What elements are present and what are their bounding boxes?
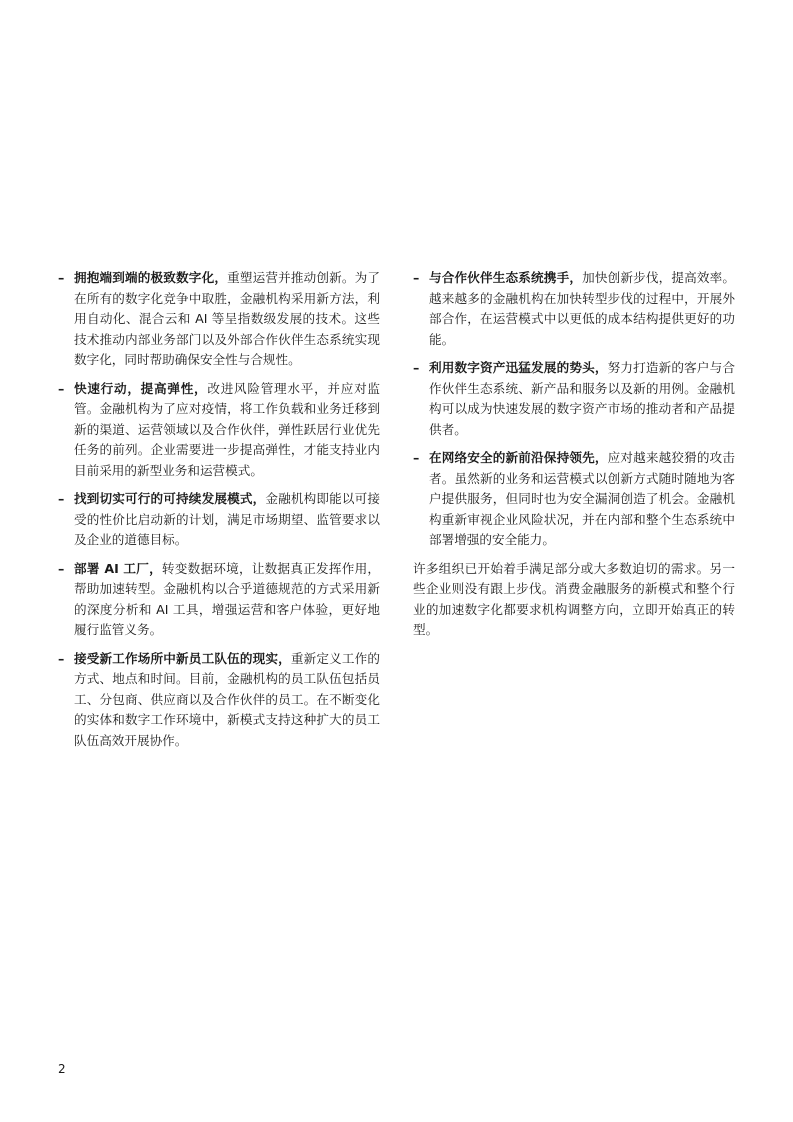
right-column <box>413 268 735 641</box>
list-item <box>413 358 735 440</box>
left-column <box>58 268 380 759</box>
dash-bullet-icon: – <box>58 491 65 506</box>
dash-bullet-icon: – <box>58 560 65 576</box>
dash-bullet-icon: – <box>58 380 65 396</box>
closing-paragraph: 许多组织已开始着手满足部分或大多数迫切的需求。另一些企业则没有跟上步伐。消费金融服务的新模式和整个行业的加速数字化都要求机构调整方向，立即开始真正的转型。 <box>413 560 735 637</box>
dash-bullet-icon: – <box>413 360 420 375</box>
list-item-lead: 找到切实可行的可持续发展模式， <box>74 491 266 506</box>
list-item-lead: 拥抱端到端的极致数字化， <box>74 270 228 285</box>
list-item <box>58 489 380 551</box>
dash-bullet-icon: – <box>413 270 420 285</box>
list-item-lead: 在网络安全的新前沿保持领先， <box>429 450 608 465</box>
list-item-lead: 快速行动，提高弹性， <box>74 380 208 396</box>
list-item-lead: 部署 AI 工厂， <box>74 560 162 576</box>
list-item <box>413 268 735 350</box>
list-item-body: 金融机构即能以可接受的性价比启动新的计划，满足市场期望、监管要求以及企业的道德目标。 <box>74 491 381 547</box>
list-item-body: 加快创新步伐，提高效率。越来越多的金融机构在加快转型步伐的过程中，开展外部合作，在运营模式中以更低的成本结构提供更好的功能。 <box>429 270 736 347</box>
list-item <box>58 268 380 371</box>
list-item <box>58 379 380 482</box>
list-item-body: 重塑运营并推动创新。为了在所有的数字化竞争中取胜，金融机构采用新方法，利用自动化、混合云和 AI 等呈指数级发展的技术。这些技术推动内部业务部门以及外部合作伙伴生态系统实现数字化，同时帮助确保安全性与合规性。 <box>74 270 381 367</box>
list-item-body: 改进风险管理水平，并应对监管。金融机构为了应对疫情，将工作负载和业务迁移到新的渠道、运营领域以及合作伙伴，弹性跃居行业优先任务的前列。企业需要进一步提高弹性，才能支持业内目前采用的新型业务和运营模式。 <box>74 380 381 478</box>
dash-bullet-icon: – <box>413 450 420 465</box>
list-item <box>413 448 735 551</box>
dash-bullet-icon: – <box>58 270 65 285</box>
list-item-lead: 与合作伙伴生态系统携手， <box>429 270 583 285</box>
left-bullet-list <box>58 268 380 751</box>
list-item-body: 努力打造新的客户与合作伙伴生态系统、新产品和服务以及新的用例。金融机构可以成为快速发展的数字资产市场的推动者和产品提供者。 <box>429 360 736 437</box>
list-item <box>58 559 380 641</box>
list-item-lead: 接受新工作场所中新员工队伍的现实， <box>74 650 291 666</box>
list-item <box>58 649 380 752</box>
right-bullet-list <box>413 268 735 551</box>
list-item-body: 转变数据环境，让数据真正发挥作用，帮助加速转型。金融机构以合乎道德规范的方式采用新的深度分析和 AI 工具，增强运营和客户体验，更好地履行监管义务。 <box>74 560 381 637</box>
page-number: 2 <box>58 1062 66 1076</box>
list-item-lead: 利用数字资产迅猛发展的势头， <box>429 360 608 375</box>
dash-bullet-icon: – <box>58 650 65 666</box>
list-item-body: 重新定义工作的方式、地点和时间。目前，金融机构的员工队伍包括员工、分包商、供应商以及合作伙伴的员工。在不断变化的实体和数字工作环境中，新模式支持这种扩大的员工队伍高效开展协作。 <box>74 650 381 748</box>
list-item-body: 应对越来越狡猾的攻击者。虽然新的业务和运营模式以创新方式随时随地为客户提供服务，但同时也为安全漏洞创造了机会。金融机构重新审视企业风险状况，并在内部和整个生态系统中部署增强的安全能力。 <box>429 450 736 547</box>
